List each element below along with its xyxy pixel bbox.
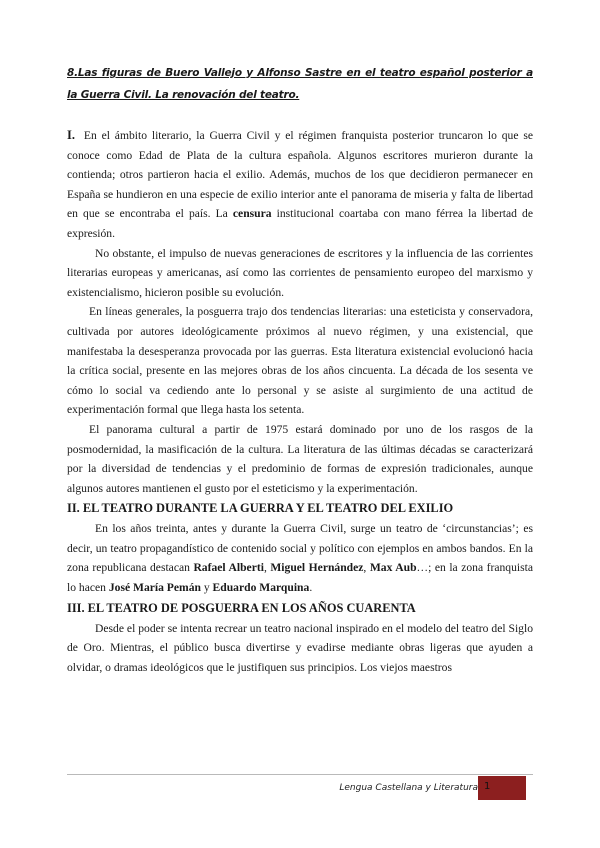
section2-p1-text-b: …; en la zona franquista lo hacen xyxy=(67,561,533,595)
author-alberti: Rafael Alberti xyxy=(193,561,264,575)
section1-paragraph2: No obstante, el impulso de nuevas generaciones de escritores y la influencia de las corrientes literarias europeas y americanas, así como las corrientes de pensamiento europeo del marxismo y existencialismo, hicieron posible su evolución. xyxy=(67,246,533,299)
footer-divider xyxy=(67,774,533,775)
page-number: 1 xyxy=(484,781,491,792)
section2-paragraph1 xyxy=(67,519,533,597)
section3-heading: III. EL TEATRO DE POSGUERRA EN LOS AÑOS CUARENTA xyxy=(67,600,416,615)
section3-paragraph1: Desde el poder se intenta recrear un teatro nacional inspirado en el modelo del teatro del Siglo de Oro. Mientras, el público busca divertirse y evadirse mediante obras ligeras que ayuden a olvidar, o dramas ideológicos que le justifiquen sus principios. Los viejos maestros xyxy=(67,621,533,674)
section2-p1-text-a: En los años treinta, antes y durante la Guerra Civil, surge un teatro de ‘circunstancias’; es decir, un teatro propagandístico de contenido social y político con ejemplos en ambos bandos. En la zona republicana destacan xyxy=(67,522,533,575)
sep3: y xyxy=(200,581,213,595)
section1-paragraph3: En líneas generales, la posguerra trajo dos tendencias literarias: una esteticista y conservadora, cultivada por autores ideológicamente próximos al nuevo régimen, y una existencial, que manifestaba la desesperanza provocada por las guerras. Esta literatura existencial evolucionó hacia la crítica social, presente en las mejores obras de los años cincuenta. La década de los sesenta ve cómo lo social va cediendo ante lo personal y se asiste al surgimiento de una actitud de experimentación formal que llega hasta los setenta. xyxy=(67,305,533,417)
section1-numeral: I. xyxy=(67,128,75,142)
author-aub: Max Aub xyxy=(369,561,417,575)
document-body xyxy=(67,126,533,677)
sep1: , xyxy=(263,561,271,575)
section2-p1-end: . xyxy=(309,581,313,595)
censura-bold: censura xyxy=(232,207,272,221)
sep2: , xyxy=(363,561,370,575)
author-peman: José María Pemán xyxy=(108,581,201,595)
author-hernandez: Miguel Hernández xyxy=(270,561,364,575)
author-marquina: Eduardo Marquina xyxy=(212,581,310,595)
section1-paragraph4: El panorama cultural a partir de 1975 estará dominado por uno de los rasgos de la posmodernidad, la masificación de la cultura. La literatura de las últimas décadas se caracterizará por la diversidad de tendencias y el predominio de formas de expresión tradicionales, aunque algunos autores mantienen el gusto por el esteticismo y la experimentación. xyxy=(67,422,533,495)
section1-p1-text-b: institucional coartaba con mano férrea la libertad de expresión. xyxy=(67,207,533,240)
footer-subject: Lengua Castellana y Literatura xyxy=(339,783,478,793)
section1-p1-text-a: En el ámbito literario, la Guerra Civil y el régimen franquista posterior truncaron lo que se conoce como Edad de Plata de la cultura española. Algunos escritores murieron durante la contienda; otros partieron hacia el exilio. Además, muchos de los que decidieron permanecer en España se hundieron en una especie de exilio interior ante el panorama de miseria y falta de libertad en que se encontraba el país. La xyxy=(67,129,533,221)
section2-heading: II. EL TEATRO DURANTE LA GUERRA Y EL TEATRO DEL EXILIO xyxy=(67,501,454,516)
document-title: 8.Las figuras de Buero Vallejo y Alfonso Sastre en el teatro español posterior a la Guerra Civil. La renovación del teatro. xyxy=(67,67,533,101)
section1-paragraph1 xyxy=(67,126,533,244)
